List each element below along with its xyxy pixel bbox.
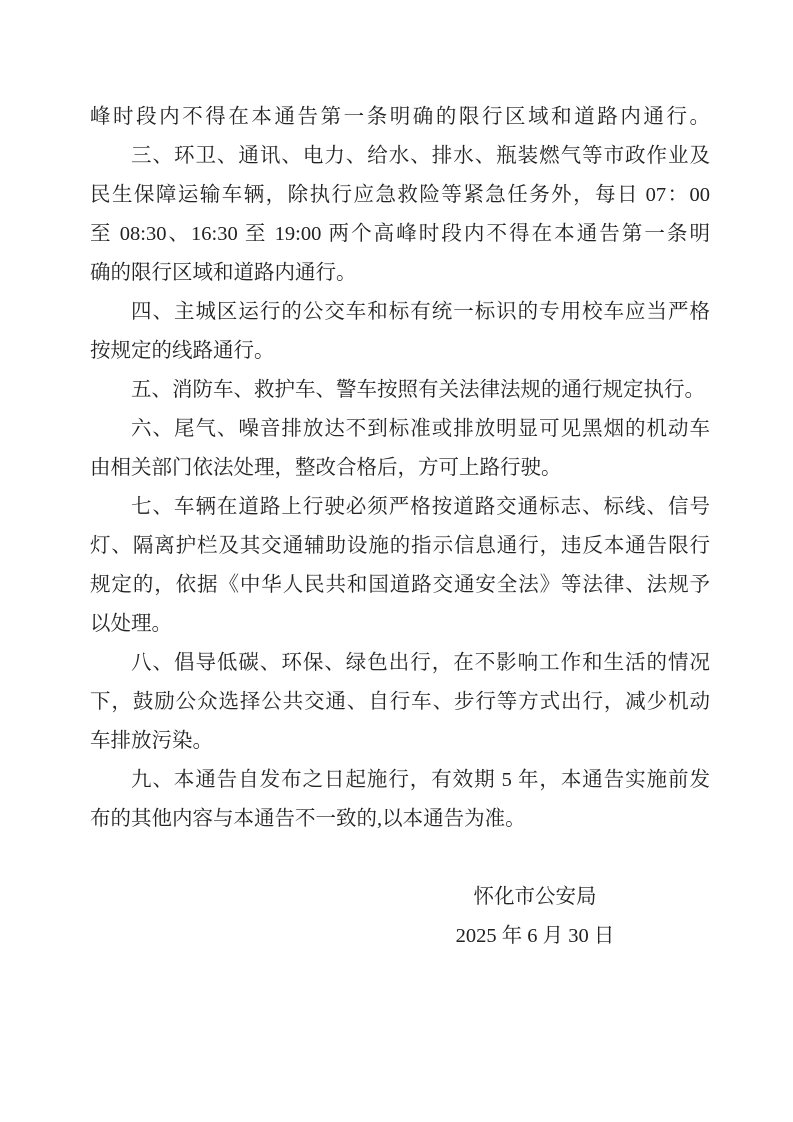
signature-issuer: 怀化市公安局 bbox=[473, 886, 597, 908]
paragraph bbox=[90, 293, 710, 371]
paragraph bbox=[90, 644, 710, 761]
text-line: 确的限行区域和道路内通行。 bbox=[90, 262, 357, 284]
text-line: 车排放污染。 bbox=[90, 730, 213, 752]
text-line: 规定的，依据《中华人民共和国道路交通安全法》等法律、法规予 bbox=[90, 574, 710, 596]
paragraphs bbox=[90, 98, 710, 839]
paragraph bbox=[90, 488, 710, 644]
text-line: 四、主城区运行的公交车和标有统一标识的专用校车应当严格 bbox=[131, 301, 710, 323]
text-line: 五、消防车、救护车、警车按照有关法律法规的通行规定执行。 bbox=[131, 379, 705, 401]
paragraph bbox=[90, 371, 710, 410]
document-body bbox=[90, 98, 710, 956]
text-line: 民生保障运输车辆，除执行应急救险等紧急任务外，每日 07：00 bbox=[90, 184, 710, 206]
paragraph bbox=[90, 410, 710, 488]
text-line: 布的其他内容与本通告不一致的,以本通告为准。 bbox=[90, 808, 526, 830]
paragraph bbox=[90, 761, 710, 839]
text-line: 按规定的线路通行。 bbox=[90, 340, 275, 362]
text-line: 下，鼓励公众选择公共交通、自行车、步行等方式出行，减少机动 bbox=[90, 691, 710, 713]
text-line: 灯、隔离护栏及其交通辅助设施的指示信息通行，违反本通告限行 bbox=[90, 535, 710, 557]
paragraph bbox=[90, 98, 710, 137]
signature-date: 2025 年 6 月 30 日 bbox=[455, 925, 615, 947]
text-line: 六、尾气、噪音排放达不到标准或排放明显可见黑烟的机动车 bbox=[131, 418, 710, 440]
text-line: 峰时段内不得在本通告第一条明确的限行区域和道路内通行。 bbox=[90, 106, 710, 128]
text-line: 至 08:30、16:30 至 19:00 两个高峰时段内不得在本通告第一条明 bbox=[90, 223, 710, 245]
text-line: 九、本通告自发布之日起施行，有效期 5 年，本通告实施前发 bbox=[131, 769, 710, 791]
paragraph bbox=[90, 137, 710, 293]
text-line: 由相关部门依法处理，整改合格后，方可上路行驶。 bbox=[90, 457, 562, 479]
text-line: 七、车辆在道路上行驶必须严格按道路交通标志、标线、信号 bbox=[131, 496, 710, 518]
text-line: 三、环卫、通讯、电力、给水、排水、瓶装燃气等市政作业及 bbox=[131, 145, 710, 167]
text-line: 八、倡导低碳、环保、绿色出行，在不影响工作和生活的情况 bbox=[131, 652, 710, 674]
text-line: 以处理。 bbox=[90, 613, 172, 635]
signature-block bbox=[400, 878, 670, 956]
